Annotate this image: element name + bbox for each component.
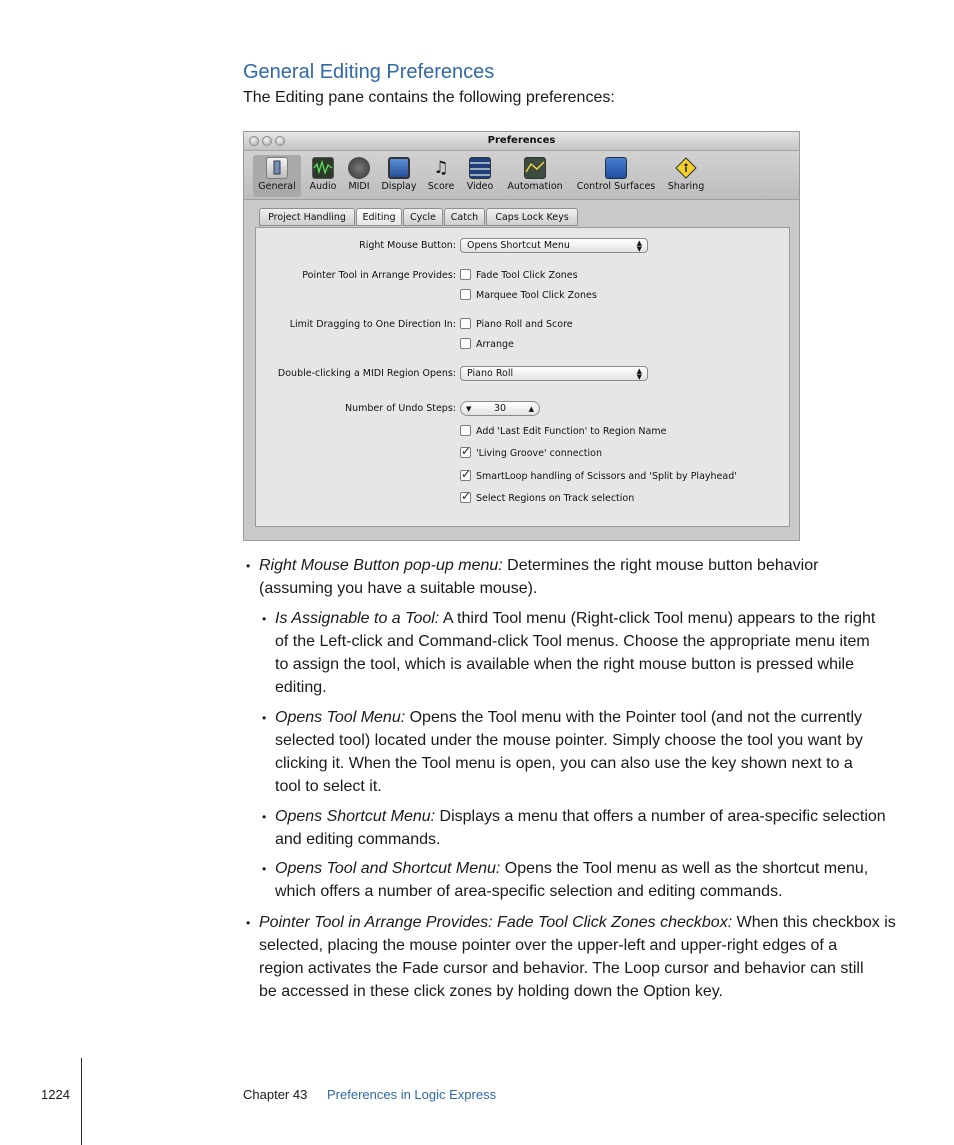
marquee-zones-checkbox[interactable]: Marquee Tool Click Zones — [460, 289, 597, 301]
smartloop-checkbox[interactable]: ✓SmartLoop handling of Scissors and 'Split by Playhead' — [460, 470, 737, 482]
bullet-marker: • — [262, 810, 267, 824]
select-regions-checkbox[interactable]: ✓Select Regions on Track selection — [460, 492, 634, 504]
tab-catch[interactable]: Catch — [444, 208, 485, 226]
decrement-icon[interactable]: ▼ — [466, 405, 472, 413]
general-icon — [266, 157, 288, 179]
toolbar-display[interactable]: Display — [378, 155, 420, 197]
toolbar-control-surfaces[interactable]: Control Surfaces — [573, 155, 659, 197]
bullet-marker: • — [262, 711, 267, 725]
increment-icon[interactable]: ▲ — [528, 405, 534, 413]
intro-text: The Editing pane contains the following preferences: — [243, 89, 615, 106]
preferences-window — [243, 131, 800, 541]
fade-zones-checkbox[interactable]: Fade Tool Click Zones — [460, 269, 578, 281]
bullet-item: Opens Tool Menu: Opens the Tool menu with the Pointer tool (and not the currently selected tool) located under the mouse pointer. Simply choose the tool you want by clicking it. When the Tool menu is open, you can also use the key shown next to a tool to select it. — [275, 709, 863, 795]
footer-chapter: Chapter 43 — [243, 1087, 308, 1102]
toolbar-video[interactable]: Video — [463, 155, 497, 197]
footer-divider — [81, 1058, 82, 1145]
window-title: Preferences — [487, 135, 556, 146]
bullet-item: Is Assignable to a Tool: A third Tool menu (Right-click Tool menu) appears to the right of the Left-click and Command-click Tool menus. Choose the appropriate menu item to assign the tool, which is available when the right mouse button is pressed while editing. — [275, 610, 876, 696]
checkbox-box[interactable] — [460, 269, 471, 280]
checkbox-box[interactable] — [460, 425, 471, 436]
sharing-icon — [675, 157, 697, 179]
window-titlebar — [244, 132, 799, 151]
tab-project-handling[interactable]: Project Handling — [259, 208, 355, 226]
toolbar-score[interactable]: ♫ Score — [427, 158, 455, 192]
page-number: 1224 — [41, 1087, 70, 1102]
living-groove-checkbox[interactable]: ✓'Living Groove' connection — [460, 447, 602, 459]
audio-icon — [312, 157, 334, 179]
popup-arrows-icon: ▲ ▼ — [636, 239, 642, 253]
pointer-tool-label: Pointer Tool in Arrange Provides: — [302, 270, 456, 281]
toolbar-audio[interactable]: Audio — [305, 155, 341, 197]
control-surfaces-icon — [605, 157, 627, 179]
checkbox-box[interactable] — [460, 318, 471, 329]
tab-cycle[interactable]: Cycle — [403, 208, 443, 226]
tab-caps-lock-keys[interactable]: Caps Lock Keys — [486, 208, 578, 226]
checkbox-box[interactable] — [460, 470, 471, 481]
tab-editing[interactable]: Editing — [356, 208, 402, 226]
double-click-popup[interactable]: Piano Roll ▲ ▼ — [460, 366, 648, 381]
close-window-button[interactable] — [249, 136, 259, 146]
bullet-item: Opens Tool and Shortcut Menu: Opens the Tool menu as well as the shortcut menu, which offers a number of area-specific selection and editing commands. — [275, 860, 869, 900]
section-heading: General Editing Preferences — [243, 61, 495, 83]
bullet-marker: • — [262, 862, 267, 876]
checkbox-box[interactable] — [460, 338, 471, 349]
automation-icon — [524, 157, 546, 179]
editing-panel — [255, 227, 790, 527]
midi-icon — [348, 157, 370, 179]
checkbox-box[interactable] — [460, 289, 471, 300]
last-edit-checkbox[interactable]: Add 'Last Edit Function' to Region Name — [460, 425, 666, 437]
right-mouse-label: Right Mouse Button: — [359, 240, 456, 251]
bullet-marker: • — [246, 559, 251, 573]
footer-chapter-title[interactable]: Preferences in Logic Express — [327, 1087, 497, 1102]
display-icon — [388, 157, 410, 179]
bullet-item: Pointer Tool in Arrange Provides: Fade Tool Click Zones checkbox: When this checkbox is selected, placing the mouse pointer over the upper-left and upper-right edges of a region activates the Fade cursor and behavior. The Loop cursor and behavior can still be accessed in these click zones by holding down the Option key. — [259, 914, 896, 1000]
piano-roll-score-checkbox[interactable]: Piano Roll and Score — [460, 318, 573, 330]
undo-steps-label: Number of Undo Steps: — [345, 403, 456, 414]
toolbar-automation[interactable]: Automation — [503, 155, 567, 197]
minimize-window-button[interactable] — [262, 136, 272, 146]
video-icon — [469, 157, 491, 179]
bullet-marker: • — [246, 916, 251, 930]
bullet-item: Right Mouse Button pop-up menu: Determines the right mouse button behavior (assuming you have a suitable mouse). — [259, 557, 819, 597]
checkbox-box[interactable] — [460, 492, 471, 503]
arrange-checkbox[interactable]: Arrange — [460, 338, 514, 350]
zoom-window-button[interactable] — [275, 136, 285, 146]
limit-dragging-label: Limit Dragging to One Direction In: — [289, 319, 456, 330]
bullet-item: Opens Shortcut Menu: Displays a menu that offers a number of area-specific selection and editing commands. — [275, 808, 886, 848]
double-click-label: Double-clicking a MIDI Region Opens: — [277, 368, 456, 379]
bullet-marker: • — [262, 612, 267, 626]
toolbar-general[interactable]: General — [253, 155, 301, 197]
undo-steps-stepper[interactable]: ▼ 30 ▲ — [460, 401, 540, 416]
score-icon: ♫ — [433, 158, 449, 178]
toolbar-sharing[interactable]: Sharing — [664, 155, 708, 197]
right-mouse-popup[interactable]: Opens Shortcut Menu ▲ ▼ — [460, 238, 648, 253]
checkbox-box[interactable] — [460, 447, 471, 458]
toolbar-midi[interactable]: MIDI — [344, 155, 374, 197]
preferences-toolbar — [244, 151, 799, 200]
popup-arrows-icon: ▲ ▼ — [636, 367, 642, 381]
